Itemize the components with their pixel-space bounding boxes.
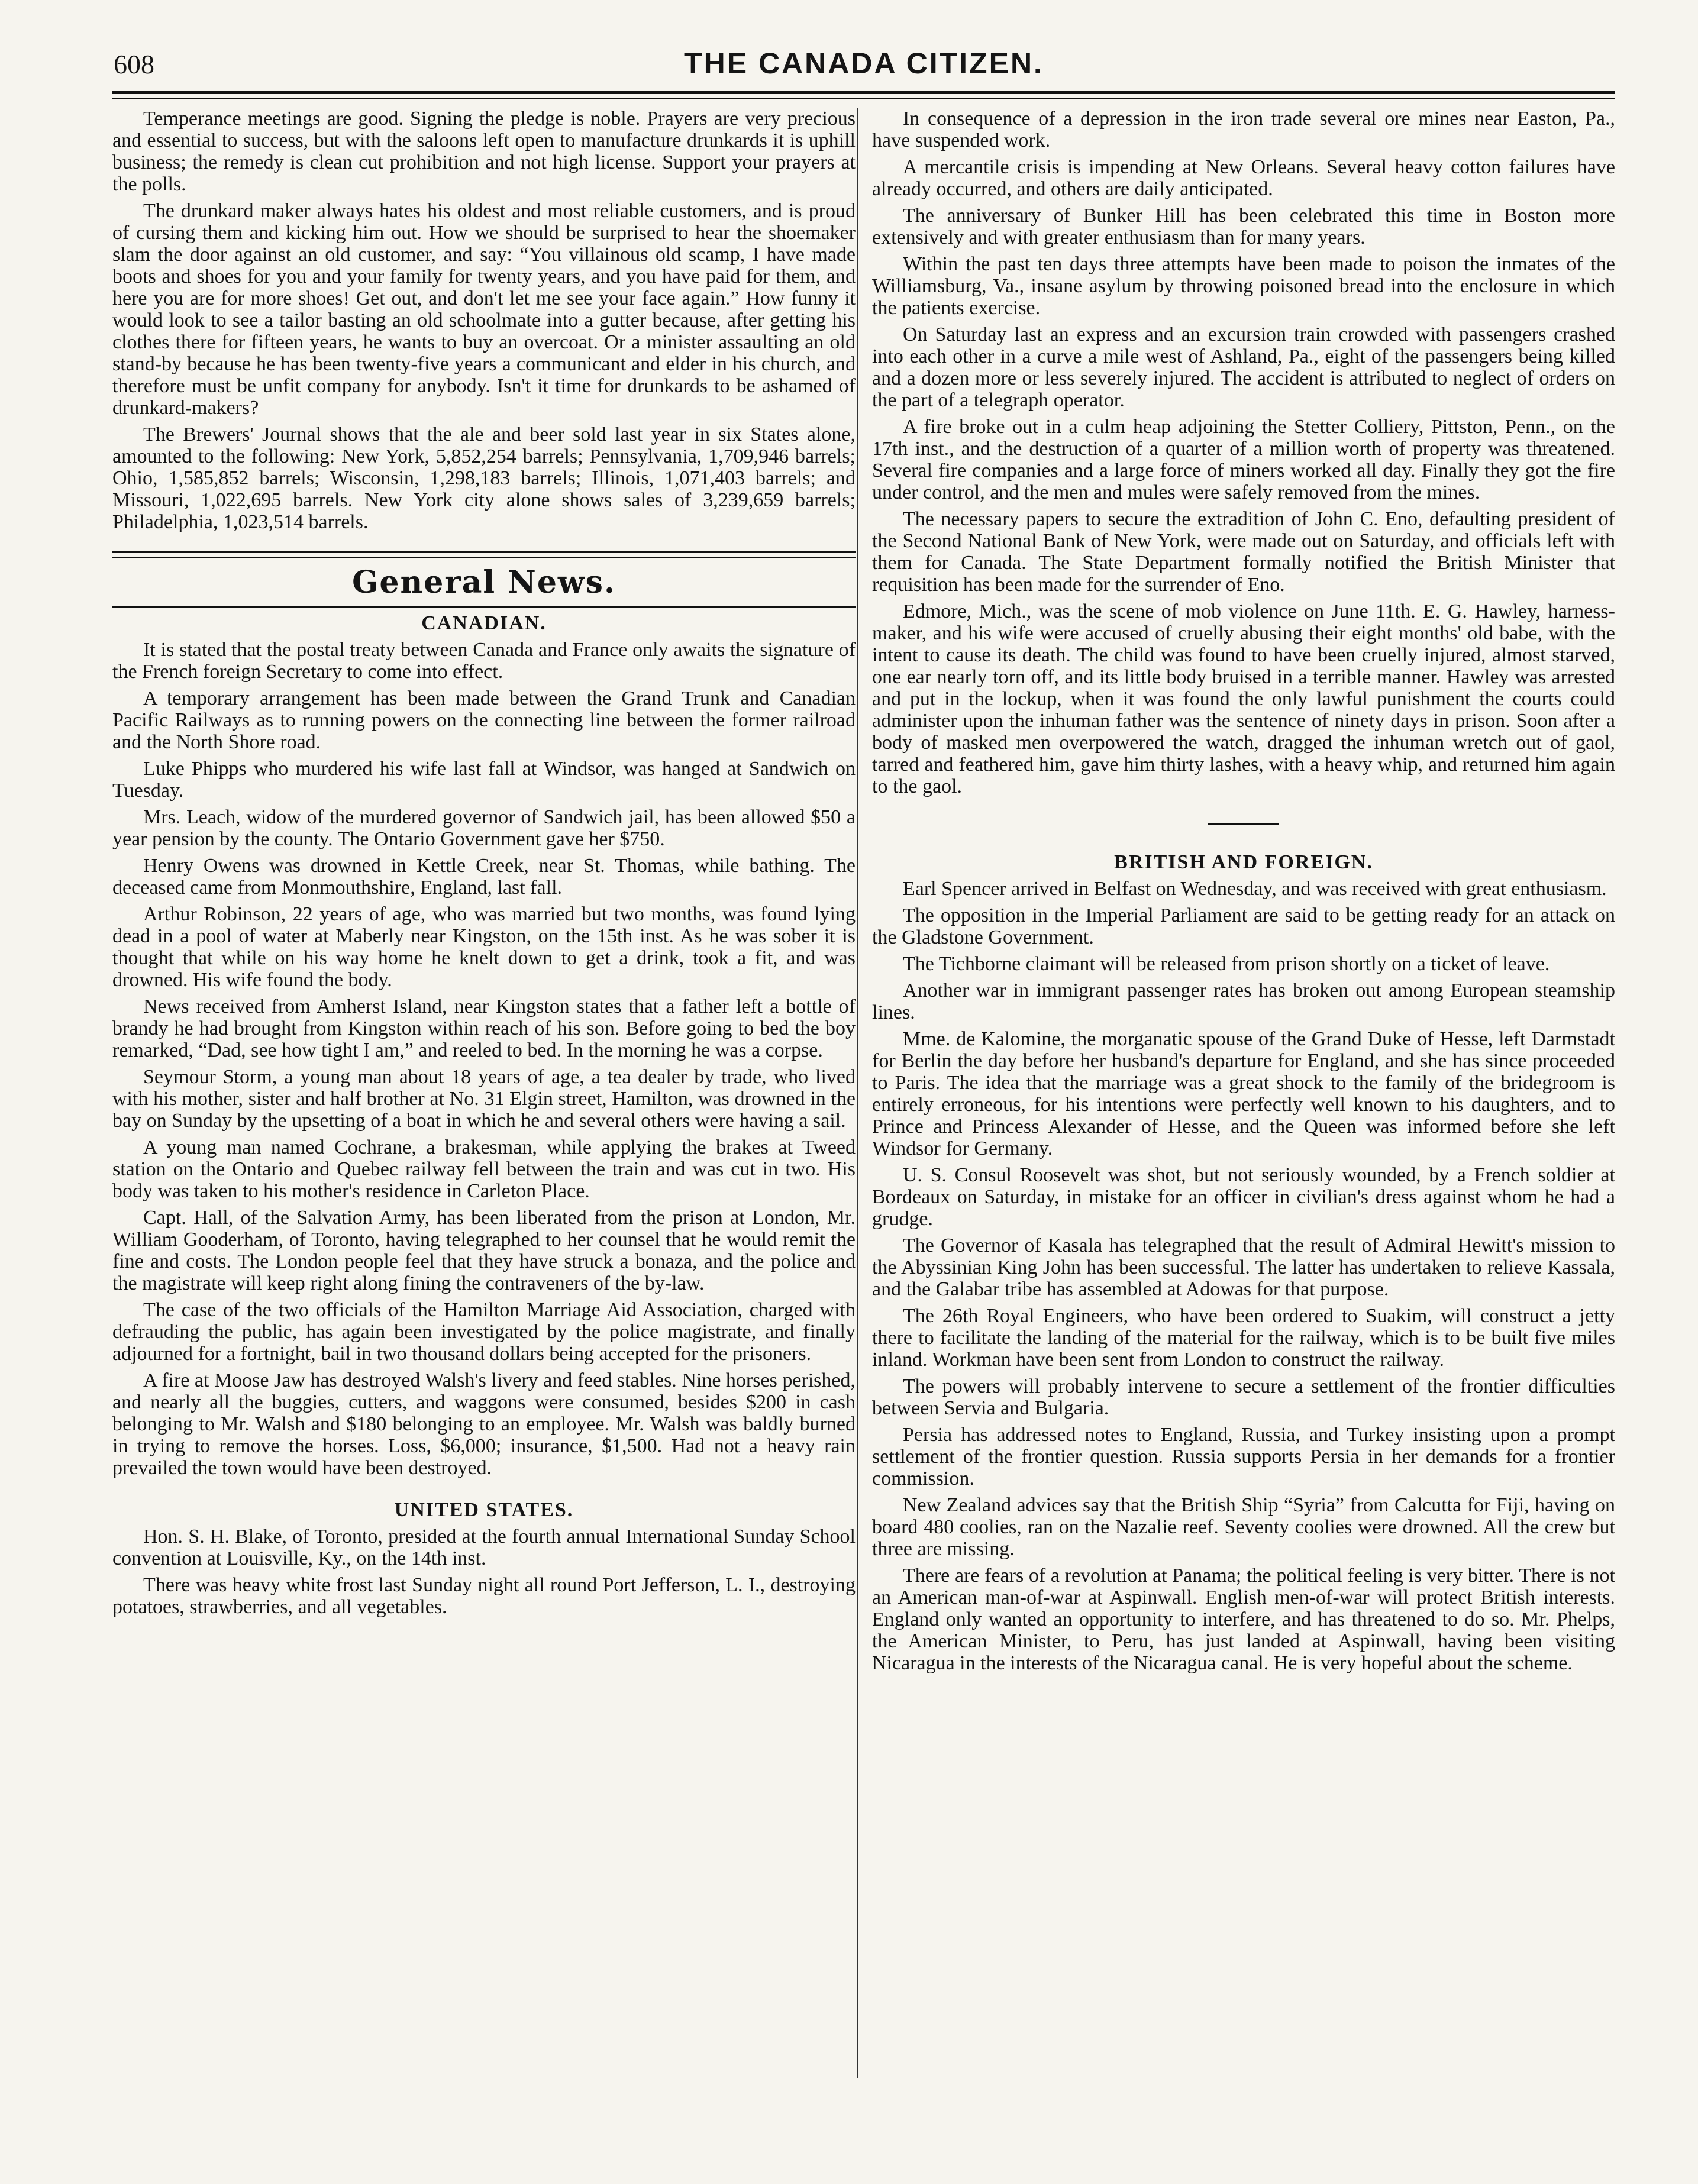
news-item: Arthur Robinson, 22 years of age, who was married but two months, was found lying dead in a pool of water at Maberly near Kingston, on the 15th inst. As he was sober it is thought that while on his way home he knelt down to get a drink, took a fit, and was drowned. His wife found the body. xyxy=(112,903,856,991)
news-item: Henry Owens was drowned in Kettle Creek, near St. Thomas, while bathing. The deceased came from Monmouthshire, England, last fall. xyxy=(112,855,856,899)
news-item: On Saturday last an express and an excursion train crowded with passengers crashed into each other in a curve a mile west of Ashland, Pa., eight of the passengers being killed and a dozen more or less severely injured. The accident is attributed to neglect of orders on the part of a telegraph operator. xyxy=(872,324,1615,411)
news-item: The opposition in the Imperial Parliament are said to be getting ready for an attack on the Gladstone Government. xyxy=(872,904,1615,948)
news-item: It is stated that the postal treaty between Canada and France only awaits the signature of the French foreign Secretary to come into effect. xyxy=(112,639,856,683)
general-news-heading: General News. xyxy=(351,564,616,600)
british-foreign-heading: BRITISH AND FOREIGN. xyxy=(1114,851,1373,873)
section-short-rule xyxy=(1208,823,1279,825)
masthead-title: THE CANADA CITIZEN. xyxy=(684,47,1044,80)
header-rule-thin xyxy=(112,98,1615,99)
news-item: The 26th Royal Engineers, who have been ordered to Suakim, will construct a jetty there to facilitate the landing of the material for the railway, which is to be built five miles inland. Workman have been sent from London to construct the railway. xyxy=(872,1305,1615,1371)
united-states-heading: UNITED STATES. xyxy=(394,1499,574,1521)
news-item: There are fears of a revolution at Panama; the political feeling is very bitter. There is not an American man-of-war at Aspinwall. English men-of-war will protect British interests. England only wanted an opportunity to interfere, and has threatened to do so. Mr. Phelps, the American Minister, to Peru, has just landed at Aspinwall, having been visiting Nicaragua in the interests of the Nicaragua canal. He is very hopeful about the scheme. xyxy=(872,1565,1615,1674)
news-item: New Zealand advices say that the British Ship “Syria” from Calcutta for Fiji, having on board 480 coolies, ran on the Nazalie reef. Seventy coolies were drowned. All the crew but three are missing. xyxy=(872,1494,1615,1560)
news-item: In consequence of a depression in the iron trade several ore mines near Easton, Pa., have suspended work. xyxy=(872,108,1615,151)
article-paragraph: The drunkard maker always hates his oldest and most reliable customers, and is proud of cursing them and kicking him out. How we should be surprised to hear the shoemaker slam the door against an old customer, and say: “You villainous old scamp, I have made boots and shoes for you and your family for twenty years, and you have paid for them, and here you are for more shoes! Get out, and don't let me see your face again.” How funny it would look to see a tailor basting an old schoolmate into a gutter because, after getting his clothes there for fifteen years, he wants to buy an overcoat. Or a minister assaulting an old stand-by because he has been twenty-five years a communicant and elder in his church, and therefore must be unfit company for anybody. Isn't it time for drunkards to be ashamed of drunkard-makers? xyxy=(112,200,856,419)
spacer xyxy=(112,1484,856,1494)
news-item: Mrs. Leach, widow of the murdered governor of Sandwich jail, has been allowed $50 a year pension by the county. The Ontario Government gave her $750. xyxy=(112,806,856,850)
header-rule-thick xyxy=(112,91,1615,94)
section-double-rule xyxy=(112,551,856,558)
news-item: Seymour Storm, a young man about 18 years of age, a tea dealer by trade, who lived with his mother, sister and half brother at No. 31 Elgin street, Hamilton, was drowned in the bay on Sunday by the upsetting of a boat in which he and several others were having a sail. xyxy=(112,1066,856,1132)
news-item: U. S. Consul Roosevelt was shot, but not seriously wounded, by a French soldier at Bordeaux on Saturday, in mistake for an officer in civilian's dress against whom he had a grudge. xyxy=(872,1164,1615,1230)
news-item: Within the past ten days three attempts have been made to poison the inmates of the Williamsburg, Va., insane asylum by throwing poisoned bread into the enclosure in which the patients exercise. xyxy=(872,253,1615,319)
news-item: The powers will probably intervene to secure a settlement of the frontier difficulties between Servia and Bulgaria. xyxy=(872,1375,1615,1419)
news-item: The necessary papers to secure the extradition of John C. Eno, defaulting president of the Second National Bank of New York, were made out on Saturday, and officials left with them for Canada. The State Department formally notified the British Minister that requisition has been made for the surrender of Eno. xyxy=(872,508,1615,596)
section-rule xyxy=(112,606,856,608)
news-item: A fire broke out in a culm heap adjoining the Stetter Colliery, Pittston, Penn., on the 17th inst., and the destruction of a quarter of a million worth of property was threatened. Several fire companies and a large force of miners worked all day. Finally they got the fire under control, and the men and mules were safely removed from the mines. xyxy=(872,416,1615,503)
news-item: The Governor of Kasala has telegraphed that the result of Admiral Hewitt's mission to the Abyssinian King John has been successful. The latter has undertaken to relieve Kassala, and the Galabar tribe has assembled at Adowas for that purpose. xyxy=(872,1235,1615,1300)
news-item: A young man named Cochrane, a brakesman, while applying the brakes at Tweed station on the Ontario and Quebec railway fell between the train and was cut in two. His body was taken to his mother's residence in Carleton Place. xyxy=(112,1136,856,1202)
column-divider xyxy=(857,108,858,2078)
news-item: The anniversary of Bunker Hill has been celebrated this time in Boston more extensively and with greater enthusiasm than for many years. xyxy=(872,205,1615,248)
news-item: Edmore, Mich., was the scene of mob violence on June 11th. E. G. Hawley, harness-maker, and his wife were accused of cruelly abusing their eight months' old babe, with the intent to cause its death. The child was found to have been cruelly injured, almost starved, one ear nearly torn off, and its little body bruised in a terrible manner. Hawley was arrested and put in the lockup, when it was found the only lawful punishment the courts could administer upon the inhuman father was the sentence of ninety days in prison. Soon after a body of masked men overpowered the watch, dragged the inhuman wretch out of gaol, tarred and feathered him, gave him thirty lashes, with a heavy whip, and returned him again to the gaol. xyxy=(872,600,1615,797)
news-item: Persia has addressed notes to England, Russia, and Turkey insisting upon a prompt settlement of the frontier question. Russia supports Persia in her demands for a frontier commission. xyxy=(872,1424,1615,1490)
news-item: The Tichborne claimant will be released from prison shortly on a ticket of leave. xyxy=(903,953,1550,975)
page-number: 608 xyxy=(114,49,154,79)
news-item: Mme. de Kalomine, the morganatic spouse of the Grand Duke of Hesse, left Darmstadt for Berlin the day before her husband's departure for England, and she has since proceeded to Paris. The idea that the marriage was a great shock to the family of the bridegroom is entirely erroneous, for his intentions were perfectly well known to his daughters, and to Prince and Princess Alexander of Hesse, and the Queen was informed before she left Windsor for Germany. xyxy=(872,1028,1615,1159)
news-item: Capt. Hall, of the Salvation Army, has been liberated from the prison at London, Mr. William Gooderham, of Toronto, having telegraphed to her counsel that he would remit the fine and costs. The London people feel that they have struck a bonaza, and the police and the magistrate will keep right along fining the contraveners of the by-law. xyxy=(112,1207,856,1294)
news-item: Luke Phipps who murdered his wife last fall at Windsor, was hanged at Sandwich on Tuesday. xyxy=(112,758,856,802)
news-item: News received from Amherst Island, near Kingston states that a father left a bottle of brandy he had brought from Kingston within reach of his son. Before going to bed the boy remarked, “Dad, see how tight I am,” and reeled to bed. In the morning he was a corpse. xyxy=(112,996,856,1061)
page-header xyxy=(112,46,1615,98)
news-item: The case of the two officials of the Hamilton Marriage Aid Association, charged with defrauding the public, has again been investigated by the police magistrate, and finally adjourned for a fortnight, bail in two thousand dollars being accepted for the prisoners. xyxy=(112,1299,856,1365)
news-item: Hon. S. H. Blake, of Toronto, presided at the fourth annual International Sunday School convention at Louisville, Ky., on the 14th inst. xyxy=(112,1526,856,1569)
article-paragraph: The Brewers' Journal shows that the ale and beer sold last year in six States alone, amounted to the following: New York, 5,852,254 barrels; Pennsylvania, 1,709,946 barrels; Ohio, 1,585,852 barrels; Wisconsin, 1,298,183 barrels; Illinois, 1,071,403 barrels; and Missouri, 1,022,695 barrels. New York city alone shows sales of 3,239,659 barrels; Philadelphia, 1,023,514 barrels. xyxy=(112,424,856,533)
left-column xyxy=(112,108,856,1623)
news-item: Another war in immigrant passenger rates has broken out among European steamship lines. xyxy=(872,980,1615,1023)
news-item: A mercantile crisis is impending at New Orleans. Several heavy cotton failures have already occurred, and others are daily anticipated. xyxy=(872,156,1615,200)
news-item: There was heavy white frost last Sunday night all round Port Jefferson, L. I., destroying potatoes, strawberries, and all vegetables. xyxy=(112,1574,856,1618)
canadian-heading: CANADIAN. xyxy=(421,612,547,634)
news-item: A fire at Moose Jaw has destroyed Walsh's livery and feed stables. Nine horses perished, and nearly all the buggies, cutters, and waggons were consumed, besides $200 in cash belonging to Mr. Walsh and $180 belonging to an employee. Mr. Walsh was baldly burned in trying to remove the horses. Loss, $6,000; insurance, $1,500. Had not a heavy rain prevailed the town would have been destroyed. xyxy=(112,1369,856,1479)
right-column xyxy=(872,108,1615,1679)
news-item: A temporary arrangement has been made between the Grand Trunk and Canadian Pacific Railways as to running powers on the connecting line between the former railroad and the North Shore road. xyxy=(112,687,856,753)
article-paragraph: Temperance meetings are good. Signing the pledge is noble. Prayers are very precious and essential to success, but with the saloons left open to manufacture drunkards it is uphill business; the remedy is clean cut prohibition and not high license. Support your prayers at the polls. xyxy=(112,108,856,195)
news-item: Earl Spencer arrived in Belfast on Wednesday, and was received with great enthusiasm. xyxy=(903,878,1607,900)
